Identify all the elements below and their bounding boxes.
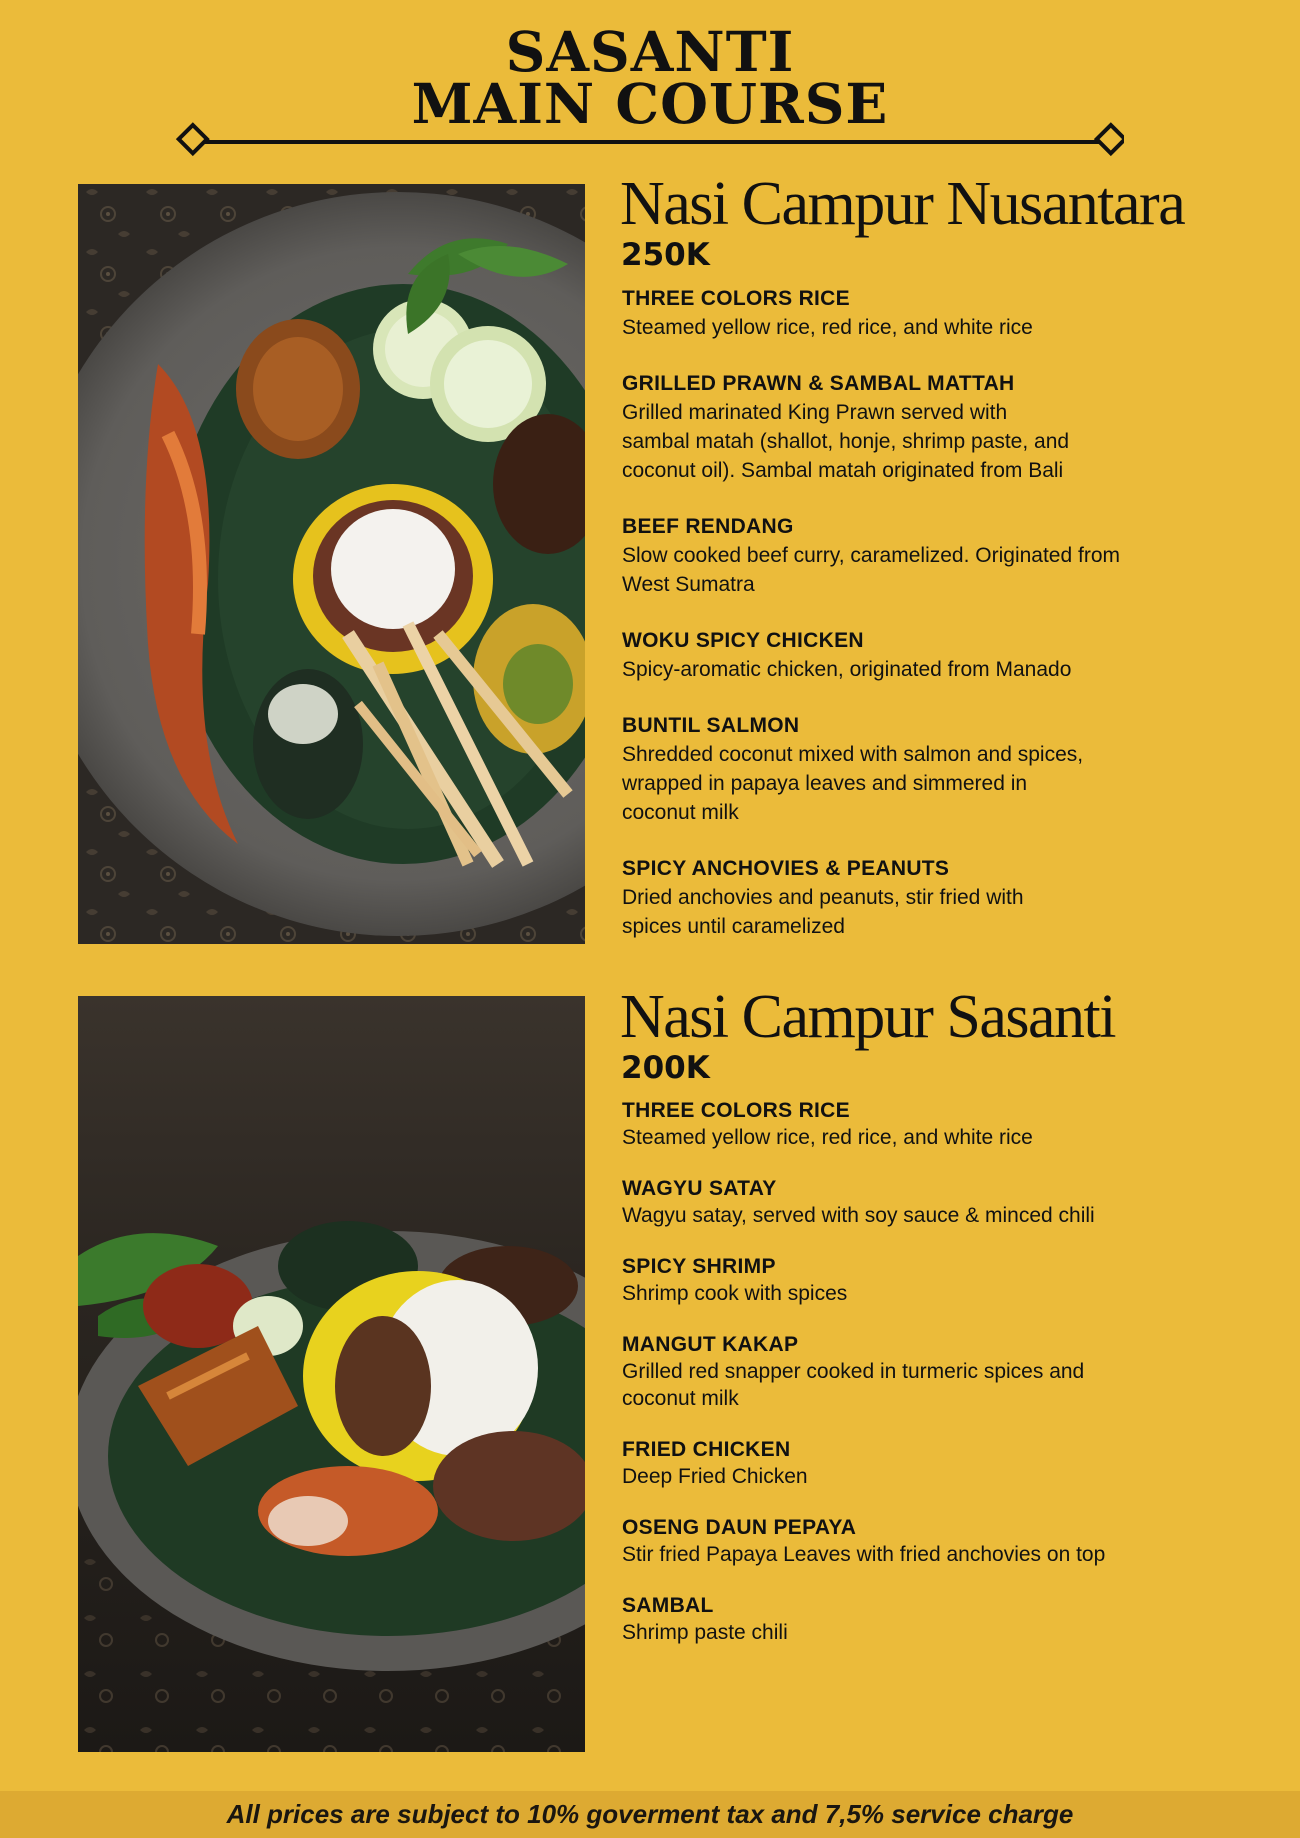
- item-title: SPICY ANCHOVIES & PEANUTS: [622, 857, 950, 880]
- item-description: Grilled red snapper cooked in turmeric spices and coconut milk: [622, 1360, 1085, 1410]
- item-title: THREE COLORS RICE: [622, 287, 850, 310]
- nasi-campur-sasanti-photo: [78, 996, 585, 1752]
- component-list: [620, 1097, 1280, 1646]
- item-description: Steamed yellow rice, red rice, and white rice: [622, 316, 1033, 339]
- item-description: Stir fried Papaya Leaves with fried anchovies on top: [622, 1543, 1106, 1566]
- nasi-campur-nusantara-photo: [78, 184, 585, 944]
- item-title: SPICY SHRIMP: [622, 1255, 776, 1278]
- item-description: Grilled marinated King Prawn served with sambal matah (shallot, honje, shrimp paste, and coconut oil). Sambal matah originated from Bali: [622, 401, 1070, 482]
- menu-title: [0, 19, 1300, 136]
- item-title: WOKU SPICY CHICKEN: [622, 629, 864, 652]
- item-description: Spicy-aromatic chicken, originated from Manado: [622, 658, 1072, 681]
- list-item: [622, 712, 1280, 827]
- item-title: MANGUT KAKAP: [622, 1333, 799, 1356]
- item-title: BUNTIL SALMON: [622, 714, 800, 737]
- item-title: OSENG DAUN PEPAYA: [622, 1516, 857, 1539]
- item-title: GRILLED PRAWN & SAMBAL MATTAH: [622, 372, 1015, 395]
- item-description: Shrimp paste chili: [622, 1621, 788, 1644]
- list-item: [622, 285, 1280, 342]
- list-item: [622, 370, 1280, 485]
- dish-name: Nasi Campur Nusantara: [620, 170, 1185, 238]
- item-description: Slow cooked beef curry, caramelized. Originated from West Sumatra: [622, 544, 1120, 596]
- dish-price: 200K: [621, 1050, 710, 1086]
- list-item: [622, 1514, 1280, 1568]
- right-diamond-ornament: [1097, 125, 1124, 153]
- restaurant-name: SASANTI: [505, 19, 795, 84]
- dish-name: Nasi Campur Sasanti: [620, 983, 1115, 1051]
- dish-price: 250K: [621, 237, 710, 273]
- item-title: WAGYU SATAY: [622, 1177, 777, 1200]
- list-item: [622, 1253, 1280, 1307]
- list-item: [622, 513, 1280, 599]
- list-item: [622, 855, 1280, 941]
- item-description: Steamed yellow rice, red rice, and white rice: [622, 1126, 1033, 1149]
- item-description: Shredded coconut mixed with salmon and spices, wrapped in papaya leaves and simmered in coconut milk: [622, 743, 1084, 824]
- list-item: [622, 1331, 1280, 1412]
- list-item: [622, 1436, 1280, 1490]
- tax-note-banner: [0, 1791, 1300, 1838]
- list-item: [622, 1175, 1280, 1229]
- list-item: [622, 627, 1280, 684]
- nasi-campur-sasanti-menu: [620, 985, 1280, 1670]
- item-description: Wagyu satay, served with soy sauce & minced chili: [622, 1204, 1095, 1227]
- title-divider: [174, 120, 1124, 164]
- item-description: Deep Fried Chicken: [622, 1465, 808, 1488]
- item-title: BEEF RENDANG: [622, 515, 794, 538]
- tax-note: All prices are subject to 10% goverment tax and 7,5% service charge: [226, 1799, 1074, 1829]
- item-title: SAMBAL: [622, 1594, 714, 1617]
- list-item: [622, 1097, 1280, 1151]
- list-item: [622, 1592, 1280, 1646]
- section-name: MAIN COURSE: [411, 71, 889, 136]
- left-diamond-ornament: [179, 125, 207, 153]
- item-description: Dried anchovies and peanuts, stir fried with spices until caramelized: [622, 886, 1024, 938]
- item-title: THREE COLORS RICE: [622, 1099, 850, 1122]
- item-description: Shrimp cook with spices: [622, 1282, 848, 1305]
- item-title: FRIED CHICKEN: [622, 1438, 791, 1461]
- component-list: [620, 285, 1280, 941]
- nasi-campur-nusantara-menu: [620, 172, 1280, 969]
